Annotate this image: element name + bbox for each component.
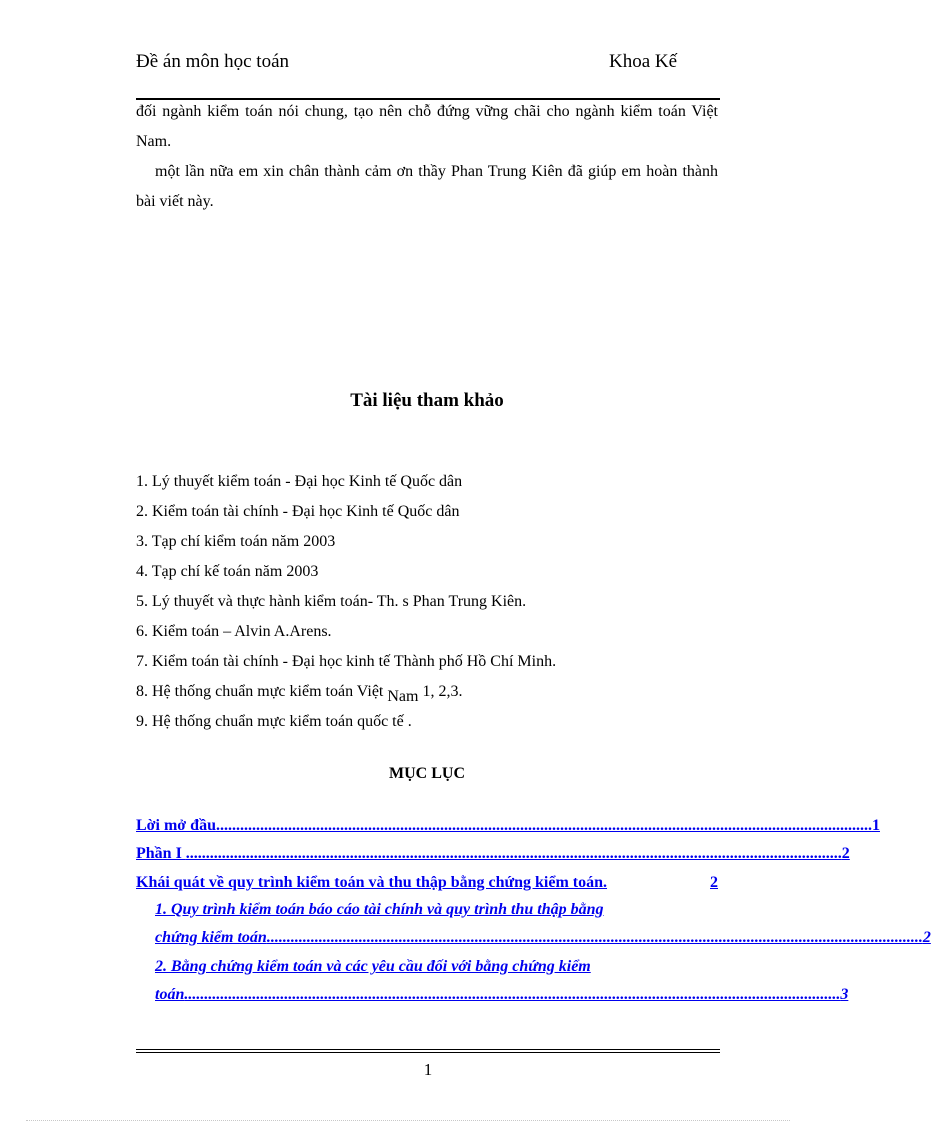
toc-leader-dots: .................................................................................................................................................................... [185, 845, 842, 862]
toc-page-number[interactable]: 1 [871, 817, 880, 834]
reference-item-8-text: 8. Hệ thống chuẩn mực kiểm toán Việt [136, 683, 384, 700]
reference-item: 4. Tạp chí kế toán năm 2003 [136, 563, 319, 580]
reference-item-8-sub: Nam [387, 688, 419, 705]
references-title: Tài liệu tham khảo [350, 390, 504, 411]
reference-item: 6. Kiểm toán – Alvin A.Arens. [136, 623, 332, 640]
reference-item-8-tail: 1, 2,3. [418, 683, 463, 700]
body-paragraph-1: đối ngành kiểm toán nói chung, tạo nên chỗ đứng vững chãi cho ngành kiểm toán Việt Nam. [136, 103, 718, 150]
toc-entry-link[interactable]: 2. Bằng chứng kiểm toán và các yêu cầu đối với bằng chứng kiểm [155, 958, 591, 975]
toc-entry-audit-evidence-line2[interactable] [155, 981, 849, 1009]
reference-item: 1. Lý thuyết kiểm toán - Đại học Kinh tế Quốc dân [136, 473, 463, 490]
toc-leader-dots: .................................................................................................................................................................... [266, 929, 923, 946]
toc-leader-dots: .................................................................................................................................................................... [184, 986, 841, 1003]
toc-entry-part-1[interactable] [136, 840, 850, 868]
reference-item: 7. Kiểm toán tài chính - Đại học kinh tế Thành phố Hồ Chí Minh. [136, 653, 557, 670]
toc-entry-audit-process-line2[interactable] [155, 924, 931, 952]
toc-entry-introduction[interactable] [136, 812, 880, 840]
footer-divider [136, 1049, 720, 1050]
toc-entry-overview[interactable] [136, 869, 718, 897]
toc-page-number[interactable]: 2 [710, 874, 718, 891]
page-bottom-border [26, 1120, 790, 1121]
toc-entry-link[interactable]: Lời mở đầu.................................................................................................................................................................... [136, 817, 872, 834]
toc-page-number[interactable]: 3 [840, 986, 849, 1003]
toc-leader-dots: .................................................................................................................................................................... [215, 817, 872, 834]
toc-entry-link[interactable]: Khái quát về quy trình kiểm toán và thu thập bằng chứng kiểm toán. [136, 874, 608, 891]
toc-title: MỤC LỤC [389, 765, 465, 782]
reference-item-8 [136, 677, 718, 707]
header-faculty: Khoa Kế [609, 51, 678, 72]
toc-entry-audit-evidence-line1[interactable] [155, 953, 718, 981]
reference-item: 9. Hệ thống chuẩn mực kiểm toán quốc tế . [136, 713, 412, 730]
page-number: 1 [423, 1060, 433, 1079]
toc-entry-link[interactable]: toán.................................................................................................................................................................... [155, 986, 841, 1003]
reference-item: 2. Kiểm toán tài chính - Đại học Kinh tế Quốc dân [136, 503, 460, 520]
toc-entry-link[interactable]: chứng kiểm toán.................................................................................................................................................................... [155, 929, 923, 946]
toc-entry-link[interactable]: Phần I .................................................................................................................................................................... [136, 845, 842, 862]
references-list [136, 467, 718, 737]
toc-entry-link[interactable]: 1. Quy trình kiểm toán báo cáo tài chính và quy trình thu thập bằng [155, 901, 604, 918]
reference-item: 5. Lý thuyết và thực hành kiểm toán- Th. s Phan Trung Kiên. [136, 593, 527, 610]
toc-page-number[interactable]: 2 [841, 845, 850, 862]
toc-entry-audit-process-line1[interactable] [155, 896, 718, 924]
header-course-title: Đề án môn học toán [136, 51, 290, 72]
footer-divider-secondary [136, 1052, 720, 1053]
reference-item: 3. Tạp chí kiểm toán năm 2003 [136, 533, 336, 550]
toc-page-number[interactable]: 2 [922, 929, 931, 946]
body-paragraph-2: một lần nữa em xin chân thành cảm ơn thầy Phan Trung Kiên đã giúp em hoàn thành bài viết này. [136, 163, 718, 210]
